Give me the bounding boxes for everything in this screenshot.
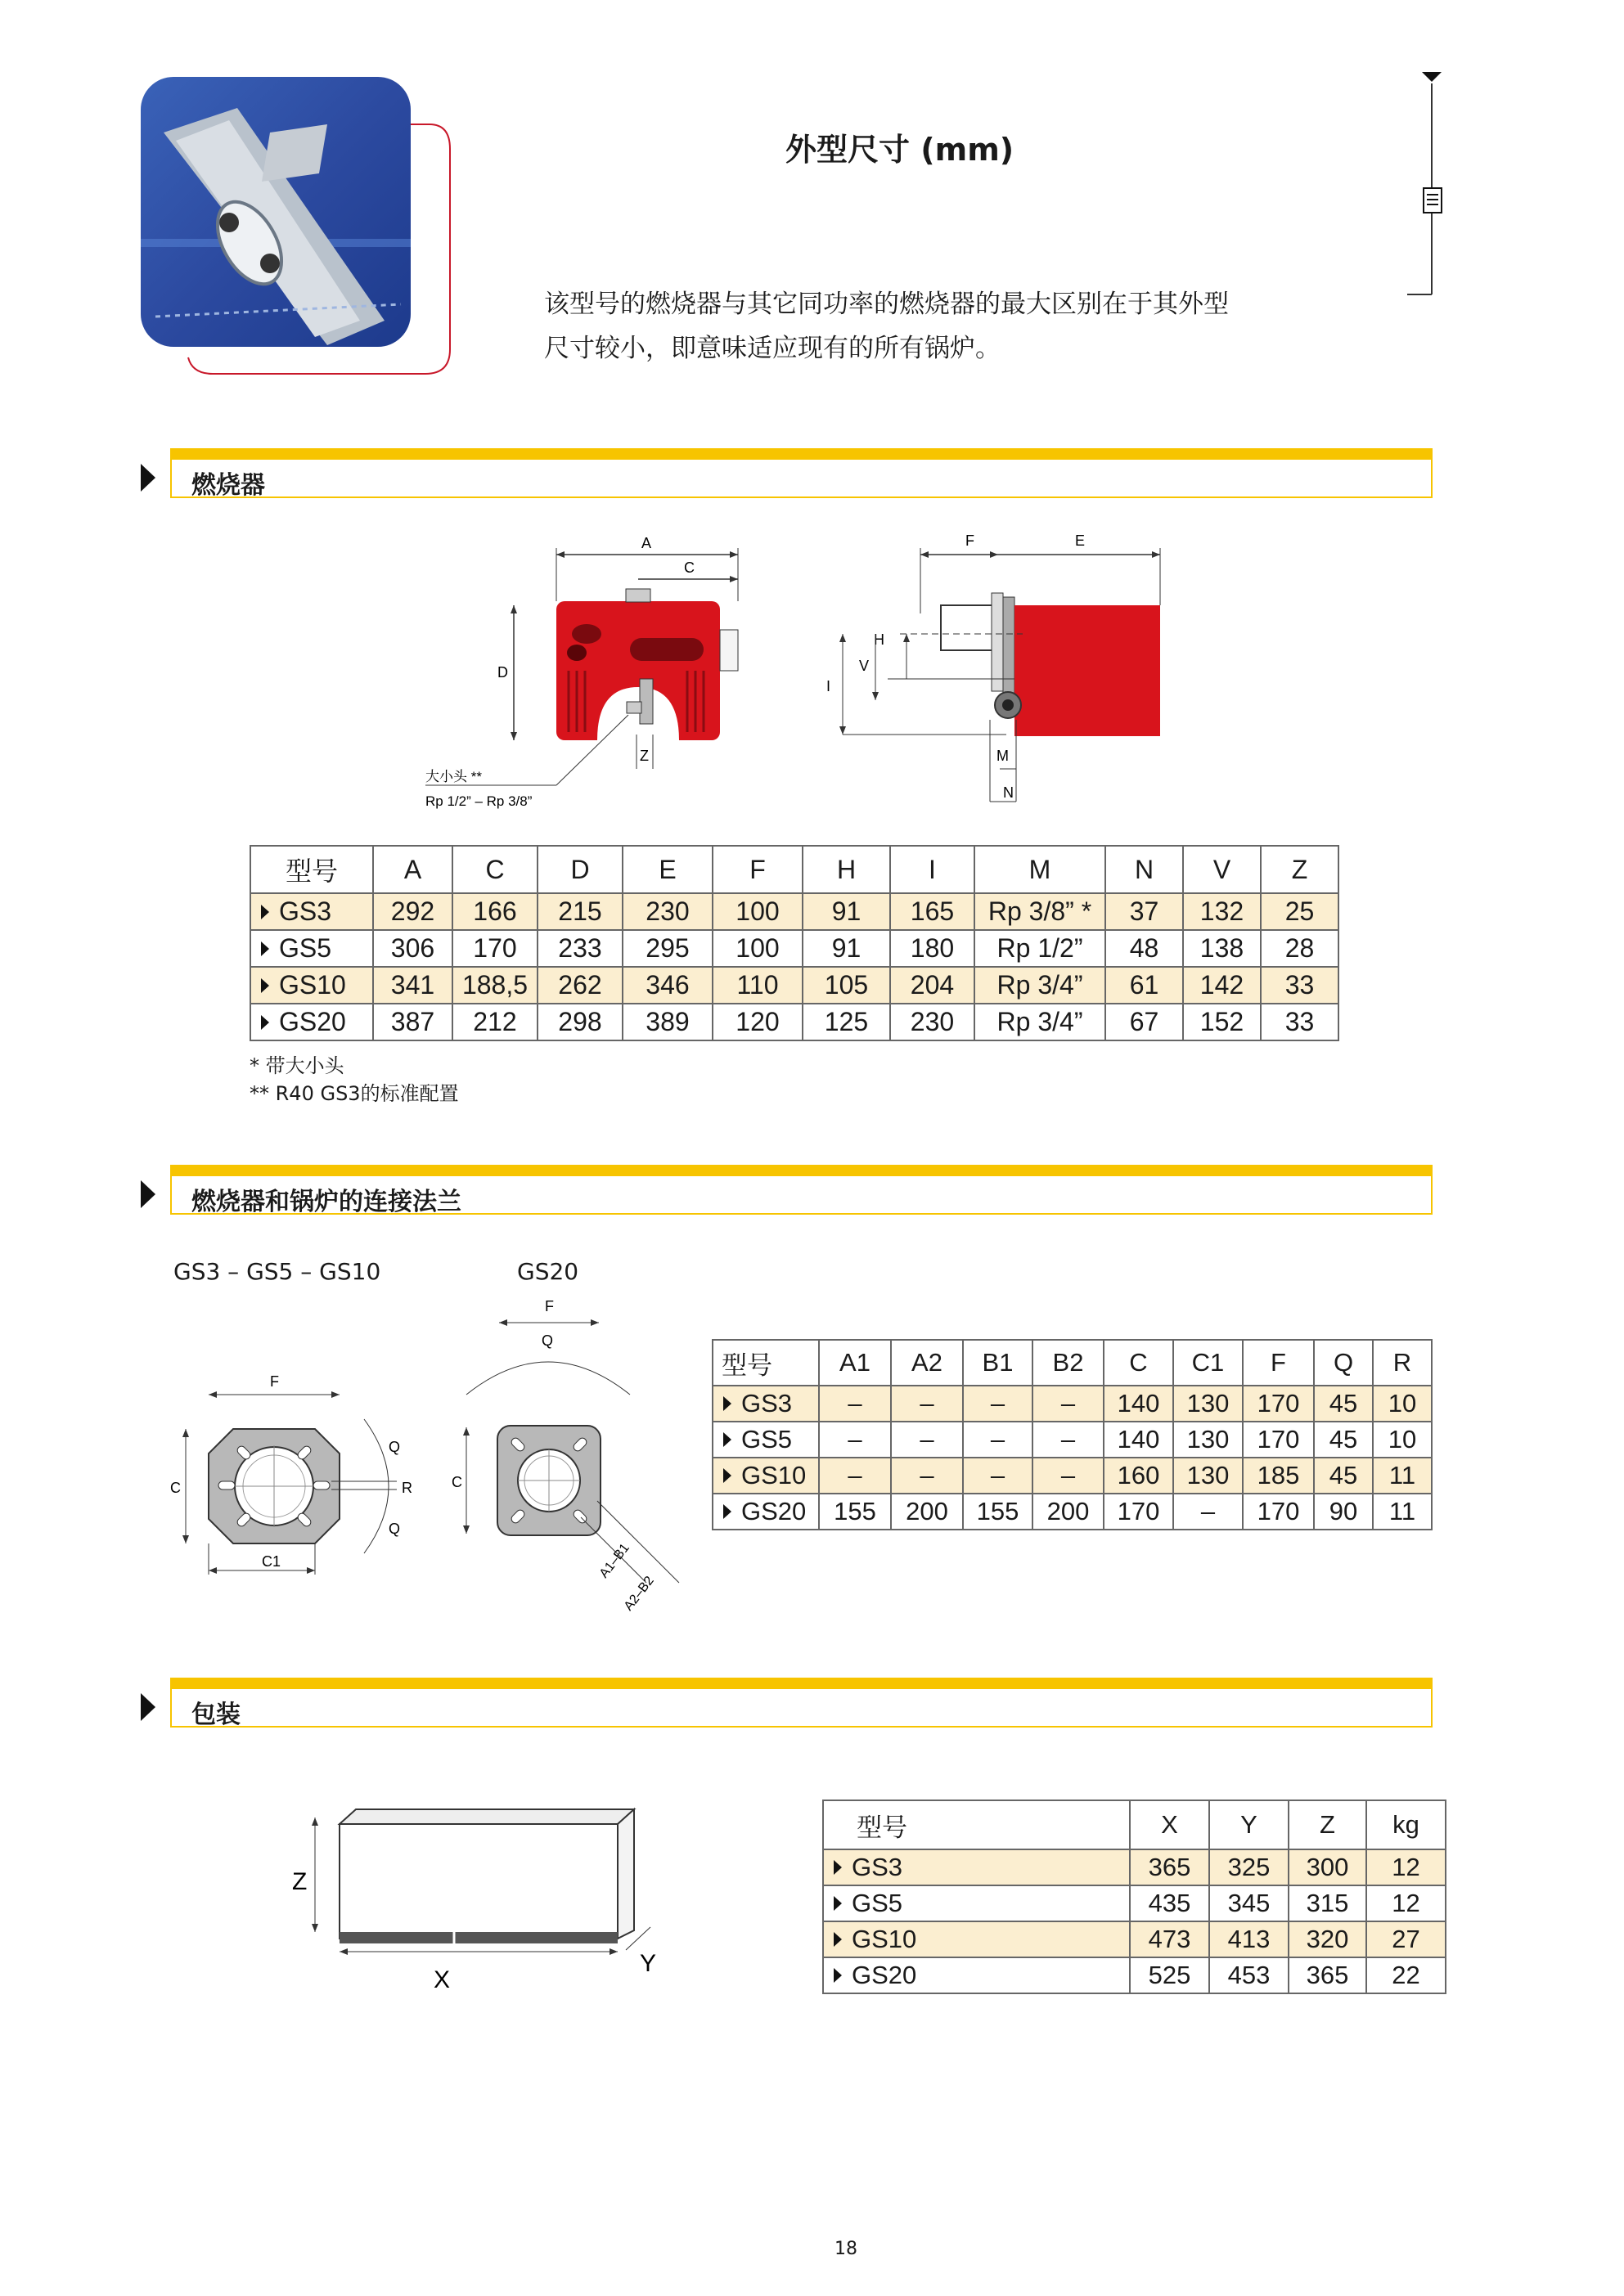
- page-number: 18: [834, 2239, 857, 2259]
- document-icon: [1424, 188, 1442, 213]
- col-header: kg: [1366, 1800, 1446, 1849]
- table-cell: 230: [623, 893, 713, 930]
- burner-dimensions-table: [250, 845, 1339, 1041]
- table-cell: 325: [1209, 1849, 1289, 1885]
- table-cell: –: [1032, 1458, 1104, 1494]
- table-cell: Rp 3/8” *: [974, 893, 1105, 930]
- flange-dimensions-table: [712, 1339, 1433, 1530]
- table-cell: 365: [1289, 1957, 1366, 1993]
- table-cell: 22: [1366, 1957, 1446, 1993]
- col-header: I: [890, 846, 974, 893]
- table-row: [250, 967, 1338, 1004]
- table-cell: 140: [1104, 1422, 1173, 1458]
- table-cell: 105: [803, 967, 890, 1004]
- table-cell: 138: [1183, 930, 1261, 967]
- table-cell: 11: [1373, 1458, 1432, 1494]
- dim-label-v: V: [859, 658, 870, 674]
- table-header-row: [250, 846, 1338, 893]
- table-cell: 170: [1104, 1494, 1173, 1530]
- table-cell: 100: [713, 930, 803, 967]
- table-cell: 12: [1366, 1885, 1446, 1921]
- col-header: X: [1130, 1800, 1209, 1849]
- table-cell: 262: [538, 967, 623, 1004]
- caliper-photo: [139, 75, 454, 378]
- dim-label-r: R: [402, 1480, 412, 1496]
- col-header: 型号: [823, 1800, 1130, 1849]
- col-header: Y: [1209, 1800, 1289, 1849]
- table-cell: 233: [538, 930, 623, 967]
- model-cell: GS3: [713, 1386, 819, 1422]
- table-cell: –: [819, 1458, 891, 1494]
- col-header: V: [1183, 846, 1261, 893]
- margin-marker: [1407, 65, 1456, 303]
- table-cell: 413: [1209, 1921, 1289, 1957]
- table-cell: 12: [1366, 1849, 1446, 1885]
- model-cell: GS5: [713, 1422, 819, 1458]
- table-row: [713, 1494, 1432, 1530]
- model-cell: GS5: [250, 930, 373, 967]
- table-cell: 48: [1105, 930, 1183, 967]
- table-cell: 387: [373, 1004, 452, 1040]
- table-cell: 170: [1243, 1422, 1314, 1458]
- col-header: E: [623, 846, 713, 893]
- table-cell: 155: [819, 1494, 891, 1530]
- section-3-bar: [170, 1678, 1433, 1689]
- callout-thread: Rp 1/2” – Rp 3/8”: [425, 793, 533, 809]
- dim-label-i: I: [826, 678, 831, 694]
- table-cell: 389: [623, 1004, 713, 1040]
- col-header: Z: [1289, 1800, 1366, 1849]
- table-cell: –: [1032, 1386, 1104, 1422]
- table-cell: 170: [1243, 1386, 1314, 1422]
- dim-label-a2-b2: A2–B2: [621, 1574, 657, 1614]
- col-header: R: [1373, 1340, 1432, 1386]
- dim-label-q-top: Q: [389, 1439, 401, 1455]
- table-cell: –: [891, 1386, 963, 1422]
- section-1-bar: [170, 448, 1433, 460]
- table-cell: 185: [1243, 1458, 1314, 1494]
- table-cell: Rp 1/2”: [974, 930, 1105, 967]
- table-cell: 320: [1289, 1921, 1366, 1957]
- col-header: B1: [963, 1340, 1032, 1386]
- section-3-title: 包装: [191, 1701, 241, 1729]
- model-cell: GS3: [823, 1849, 1130, 1885]
- col-header: F: [713, 846, 803, 893]
- table-cell: –: [963, 1386, 1032, 1422]
- table-cell: 130: [1173, 1458, 1243, 1494]
- table-cell: 345: [1209, 1885, 1289, 1921]
- table-row: [823, 1921, 1446, 1957]
- table-cell: 166: [452, 893, 538, 930]
- table-cell: 204: [890, 967, 974, 1004]
- model-cell: GS10: [823, 1921, 1130, 1957]
- table-cell: 11: [1373, 1494, 1432, 1530]
- table-row: [250, 930, 1338, 967]
- dim-label-y: Y: [640, 1950, 657, 1977]
- page-title: 外型尺寸 (mm): [785, 132, 1014, 168]
- table-cell: 28: [1261, 930, 1338, 967]
- section-2-bar: [170, 1165, 1433, 1176]
- dim-label-e: E: [1075, 532, 1086, 549]
- dim-label-c: C: [170, 1480, 181, 1496]
- section-2-title: 燃烧器和锅炉的连接法兰: [191, 1188, 461, 1216]
- table-cell: 130: [1173, 1386, 1243, 1422]
- table-cell: 365: [1130, 1849, 1209, 1885]
- dim-label-z: Z: [292, 1868, 308, 1895]
- packaging-diagram: [282, 1800, 675, 1996]
- table-row: [713, 1386, 1432, 1422]
- table-cell: Rp 3/4”: [974, 967, 1105, 1004]
- table-cell: 306: [373, 930, 452, 967]
- dim-label-q: Q: [542, 1332, 554, 1349]
- dim-label-h: H: [874, 631, 884, 648]
- table-header-row: [823, 1800, 1446, 1849]
- section-1-arrow-icon: [141, 464, 155, 492]
- table-header-row: [713, 1340, 1432, 1386]
- model-cell: GS20: [713, 1494, 819, 1530]
- table-cell: 170: [1243, 1494, 1314, 1530]
- table-cell: 90: [1314, 1494, 1373, 1530]
- table-cell: 120: [713, 1004, 803, 1040]
- table-cell: 140: [1104, 1386, 1173, 1422]
- dim-label-d: D: [497, 664, 508, 681]
- dim-label-a1-b1: A1–B1: [596, 1541, 632, 1581]
- col-header: N: [1105, 846, 1183, 893]
- dim-label-a: A: [641, 535, 652, 551]
- table-cell: 110: [713, 967, 803, 1004]
- dim-label-n: N: [1003, 784, 1014, 801]
- burner-front-diagram: [409, 523, 785, 818]
- table-cell: –: [819, 1386, 891, 1422]
- table-cell: 45: [1314, 1458, 1373, 1494]
- section-2-header: [170, 1176, 1433, 1215]
- table-cell: 473: [1130, 1921, 1209, 1957]
- col-header: H: [803, 846, 890, 893]
- table-cell: 170: [452, 930, 538, 967]
- intro-text: [544, 282, 1329, 371]
- table-cell: 188,5: [452, 967, 538, 1004]
- table-cell: 292: [373, 893, 452, 930]
- footnote-1: * 带大小头: [250, 1054, 344, 1077]
- model-cell: GS5: [823, 1885, 1130, 1921]
- dim-label-f: F: [545, 1298, 554, 1314]
- flange-caption-left: GS3 – GS5 – GS10: [173, 1258, 381, 1285]
- dim-label-z: Z: [640, 748, 649, 764]
- dim-label-m: M: [996, 748, 1009, 764]
- model-cell: GS20: [250, 1004, 373, 1040]
- col-header: A1: [819, 1340, 891, 1386]
- table-cell: 33: [1261, 1004, 1338, 1040]
- table-cell: 160: [1104, 1458, 1173, 1494]
- intro-line-2: 尺寸较小，即意味适应现有的所有锅炉。: [544, 334, 1001, 363]
- table-cell: 215: [538, 893, 623, 930]
- table-row: [823, 1885, 1446, 1921]
- table-row: [713, 1458, 1432, 1494]
- table-cell: 152: [1183, 1004, 1261, 1040]
- table-cell: 341: [373, 967, 452, 1004]
- table-cell: 100: [713, 893, 803, 930]
- table-row: [250, 1004, 1338, 1040]
- table-cell: –: [963, 1458, 1032, 1494]
- table-cell: 27: [1366, 1921, 1446, 1957]
- triangle-down-icon: [1422, 72, 1442, 82]
- table-cell: 10: [1373, 1386, 1432, 1422]
- table-row: [713, 1422, 1432, 1458]
- table-cell: 435: [1130, 1885, 1209, 1921]
- dim-label-f: F: [965, 532, 974, 549]
- dim-label-c: C: [452, 1474, 462, 1490]
- section-3-header: [170, 1689, 1433, 1728]
- table-cell: 230: [890, 1004, 974, 1040]
- col-header: A2: [891, 1340, 963, 1386]
- table-cell: 200: [891, 1494, 963, 1530]
- col-header: F: [1243, 1340, 1314, 1386]
- col-header: B2: [1032, 1340, 1104, 1386]
- table-cell: –: [819, 1422, 891, 1458]
- callout-reducer: 大小头 **: [425, 769, 482, 784]
- table-cell: 132: [1183, 893, 1261, 930]
- table-row: [823, 1957, 1446, 1993]
- table-cell: –: [963, 1422, 1032, 1458]
- model-cell: GS3: [250, 893, 373, 930]
- model-cell: GS10: [250, 967, 373, 1004]
- table-cell: 212: [452, 1004, 538, 1040]
- table-cell: –: [891, 1458, 963, 1494]
- flange-diagram-small: [168, 1370, 438, 1591]
- table-cell: 130: [1173, 1422, 1243, 1458]
- flange-caption-right: GS20: [517, 1258, 579, 1285]
- dim-label-c: C: [684, 559, 695, 576]
- burner-side-diagram: [826, 523, 1178, 810]
- table-cell: 346: [623, 967, 713, 1004]
- intro-line-1: 该型号的燃烧器与其它同功率的燃烧器的最大区别在于其外型: [544, 290, 1229, 319]
- packaging-dimensions-table: [822, 1800, 1446, 1994]
- col-header: Z: [1261, 846, 1338, 893]
- section-1-header: [170, 460, 1433, 498]
- model-cell: GS20: [823, 1957, 1130, 1993]
- table-cell: Rp 3/4”: [974, 1004, 1105, 1040]
- col-header: C1: [1173, 1340, 1243, 1386]
- flange-diagram-large: [442, 1296, 695, 1615]
- table-cell: 165: [890, 893, 974, 930]
- col-header: 型号: [713, 1340, 819, 1386]
- footnote-2: ** R40 GS3的标准配置: [250, 1082, 459, 1105]
- table-cell: 67: [1105, 1004, 1183, 1040]
- table-row: [250, 893, 1338, 930]
- dim-label-c1: C1: [262, 1553, 281, 1570]
- table-cell: 37: [1105, 893, 1183, 930]
- table-cell: 91: [803, 893, 890, 930]
- table-cell: 180: [890, 930, 974, 967]
- section-3-arrow-icon: [141, 1693, 155, 1721]
- table-cell: –: [891, 1422, 963, 1458]
- section-1-title: 燃烧器: [191, 471, 265, 500]
- table-cell: 142: [1183, 967, 1261, 1004]
- col-header: C: [452, 846, 538, 893]
- table-cell: 61: [1105, 967, 1183, 1004]
- model-cell: GS10: [713, 1458, 819, 1494]
- table-cell: –: [1173, 1494, 1243, 1530]
- col-header: C: [1104, 1340, 1173, 1386]
- table-cell: 525: [1130, 1957, 1209, 1993]
- table-cell: 45: [1314, 1386, 1373, 1422]
- dim-label-x: X: [434, 1966, 451, 1993]
- table-cell: 10: [1373, 1422, 1432, 1458]
- table-cell: 125: [803, 1004, 890, 1040]
- table-cell: 33: [1261, 967, 1338, 1004]
- table-cell: 295: [623, 930, 713, 967]
- col-header: D: [538, 846, 623, 893]
- table-cell: 200: [1032, 1494, 1104, 1530]
- dim-label-f: F: [270, 1373, 279, 1390]
- col-header: M: [974, 846, 1105, 893]
- table-cell: 45: [1314, 1422, 1373, 1458]
- dim-label-q-bottom: Q: [389, 1521, 401, 1537]
- table-cell: 300: [1289, 1849, 1366, 1885]
- table-cell: 315: [1289, 1885, 1366, 1921]
- col-header: Q: [1314, 1340, 1373, 1386]
- table-cell: 155: [963, 1494, 1032, 1530]
- table-cell: 298: [538, 1004, 623, 1040]
- col-header: 型号: [250, 846, 373, 893]
- table-cell: 91: [803, 930, 890, 967]
- section-2-arrow-icon: [141, 1180, 155, 1208]
- table-cell: 25: [1261, 893, 1338, 930]
- table-cell: –: [1032, 1422, 1104, 1458]
- table-cell: 453: [1209, 1957, 1289, 1993]
- col-header: A: [373, 846, 452, 893]
- table-row: [823, 1849, 1446, 1885]
